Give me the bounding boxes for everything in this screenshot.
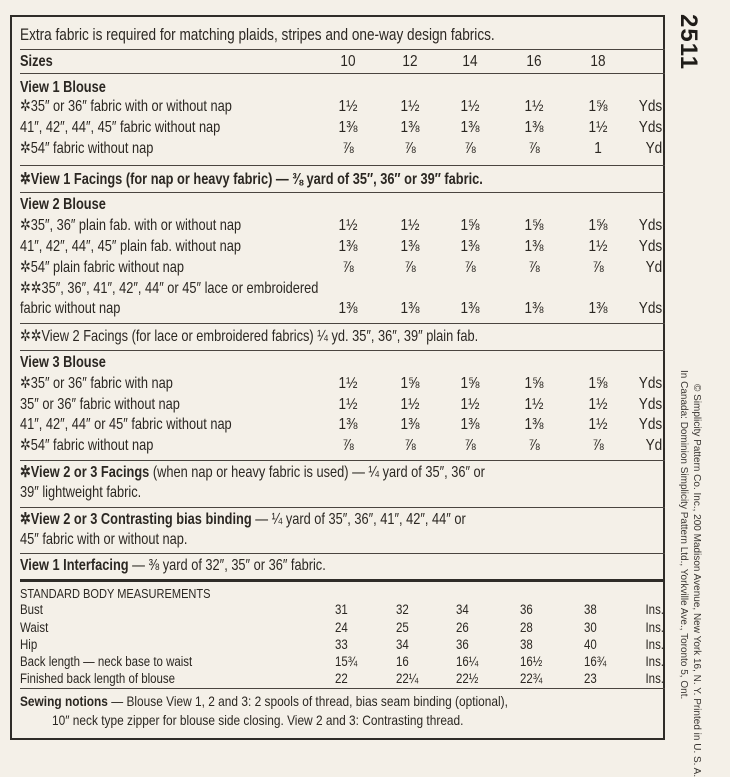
yardage-value: 1⅝ — [460, 217, 480, 234]
yardage-value: 1⅜ — [338, 119, 358, 136]
yardage-value: 1½ — [460, 98, 480, 115]
measurement-value: 26 — [456, 620, 469, 635]
measurement-value: 36 — [456, 637, 469, 652]
unit-label: Yds. — [638, 396, 666, 413]
notions-text: — Blouse View 1, 2 and 3: 2 spools of thread, bias seam binding (optional), — [107, 693, 508, 709]
size-header: 12 — [402, 53, 418, 70]
copyright-line: © Simplicity Pattern Co. Inc., 200 Madison Avenue, New York 16, N. Y. Printed in U. S. A. — [691, 384, 702, 777]
view1-facings-text: ✲View 1 Facings (for nap or heavy fabric) — ⅜ yard of 35″, 36″ or 39″ fabric. — [20, 171, 483, 188]
yardage-value: ⅞ — [528, 259, 540, 276]
yardage-value: 1⅜ — [524, 119, 544, 136]
view23-facings-title: ✲View 2 or 3 Facings — [20, 464, 150, 481]
measurement-value: 22¾ — [520, 671, 543, 686]
view1-facings — [20, 170, 483, 189]
size-header: 18 — [590, 53, 606, 70]
divider — [20, 49, 665, 50]
divider — [20, 165, 665, 166]
yardage-value: ⅞ — [592, 437, 604, 454]
view2-facings — [20, 327, 478, 346]
yardage-value: 1⅜ — [524, 300, 544, 317]
measurement-value: 22¼ — [396, 671, 419, 686]
yardage-value: 1½ — [588, 396, 608, 413]
measurement-value: 22½ — [456, 671, 479, 686]
view2-blouse-title: View 2 Blouse — [20, 196, 106, 213]
notions-line1 — [20, 693, 508, 709]
yardage-value: ⅞ — [404, 140, 416, 157]
measurement-value: 16¾ — [584, 654, 607, 669]
yardage-value: 1½ — [524, 396, 544, 413]
view23-bias-title: ✲View 2 or 3 Contrasting bias binding — [20, 511, 252, 528]
measurements-title: STANDARD BODY MEASUREMENTS — [20, 586, 211, 601]
yardage-value: 1⅜ — [524, 238, 544, 255]
view1-blouse-title: View 1 Blouse — [20, 79, 106, 96]
size-header: 10 — [340, 53, 356, 70]
canada-line: In Canada: Dominion Simplicity Pattern Ltd., Yorkville Ave., Toronto 5, Ont. — [678, 370, 689, 700]
notions-line2: 10″ neck type zipper for blouse side closing. View 2 and 3: Contrasting thread. — [52, 712, 464, 728]
yardage-value: 1½ — [588, 416, 608, 433]
row-label: ✲35″, 36″ plain fab. with or without nap — [20, 217, 242, 234]
yardage-value: 1⅜ — [400, 238, 420, 255]
row-label: 41″, 42″, 44″ or 45″ fabric without nap — [20, 416, 232, 433]
measurement-value: 16½ — [520, 654, 543, 669]
yardage-value: 1 — [594, 140, 602, 157]
yardage-value: 1½ — [338, 396, 358, 413]
unit-label: Ins. — [645, 654, 664, 669]
measurement-value: 31 — [335, 602, 348, 617]
view1-interfacing-text: — ⅜ yard of 32″, 35″ or 36″ fabric. — [128, 557, 326, 574]
header-note: Extra fabric is required for matching plaids, stripes and one-way design fabrics. — [20, 25, 495, 44]
yardage-value: 1⅜ — [460, 416, 480, 433]
measurement-value: 22 — [335, 671, 348, 686]
unit-label: Yds. — [638, 238, 666, 255]
unit-label: Yd. — [645, 259, 666, 276]
measurement-value: 30 — [584, 620, 597, 635]
size-header: 14 — [462, 53, 478, 70]
divider — [20, 73, 665, 74]
yardage-value: 1½ — [400, 98, 420, 115]
view2-facings-text: ✲✲View 2 Facings (for lace or embroidered fabrics) ¼ yd. 35″, 36″, 39″ plain fab. — [20, 328, 479, 345]
yardage-value: 1½ — [524, 98, 544, 115]
measurement-value: 38 — [584, 602, 597, 617]
unit-label: Yds. — [638, 416, 666, 433]
divider — [20, 507, 665, 508]
divider — [20, 192, 665, 193]
measurement-value: 24 — [335, 620, 348, 635]
measurement-label: Hip — [20, 637, 38, 652]
unit-label: Yds. — [638, 98, 666, 115]
yardage-value: ⅞ — [342, 140, 354, 157]
yardage-value: 1⅜ — [524, 416, 544, 433]
unit-label: Ins. — [645, 637, 664, 652]
size-header: 16 — [526, 53, 542, 70]
yardage-value: 1½ — [400, 217, 420, 234]
yardage-value: 1⅜ — [400, 119, 420, 136]
yardage-value: 1⅜ — [338, 300, 358, 317]
measurement-value: 34 — [396, 637, 409, 652]
yardage-value: 1⅜ — [460, 238, 480, 255]
divider — [20, 460, 665, 461]
row-label: 41″, 42″, 44″, 45″ fabric without nap — [20, 119, 221, 136]
view23-bias-line2: 45″ fabric with or without nap. — [20, 531, 188, 548]
view3-blouse-title: View 3 Blouse — [20, 354, 106, 371]
yardage-value: 1½ — [460, 396, 480, 413]
yardage-value: 1⅝ — [588, 98, 608, 115]
yardage-value: 1⅝ — [588, 375, 608, 392]
row-label: ✲54″ plain fabric without nap — [20, 259, 184, 276]
unit-label: Yds. — [638, 217, 666, 234]
unit-label: Yds. — [638, 375, 666, 392]
unit-label: Yd. — [645, 437, 666, 454]
yardage-value: ⅞ — [592, 259, 604, 276]
unit-label: Ins. — [645, 671, 664, 686]
measurement-label: Back length — neck base to waist — [20, 654, 193, 669]
yardage-value: ⅞ — [464, 259, 476, 276]
yardage-value: ⅞ — [404, 437, 416, 454]
yardage-value: 1½ — [338, 375, 358, 392]
measurement-value: 32 — [396, 602, 409, 617]
yardage-value: 1½ — [588, 119, 608, 136]
yardage-value: 1⅝ — [400, 375, 420, 392]
yardage-value: 1⅝ — [460, 375, 480, 392]
measurement-value: 25 — [396, 620, 409, 635]
notions-title: Sewing notions — [20, 693, 108, 709]
yardage-value: ⅞ — [464, 140, 476, 157]
yardage-value: 1⅜ — [400, 300, 420, 317]
yardage-value: ⅞ — [528, 140, 540, 157]
yardage-value: 1⅝ — [588, 217, 608, 234]
yardage-value: 1⅝ — [524, 375, 544, 392]
measurement-label: Bust — [20, 602, 43, 617]
divider — [20, 553, 665, 554]
measurement-value: 23 — [584, 671, 597, 686]
row-label: ✲54″ fabric without nap — [20, 437, 154, 454]
view1-interfacing-title: View 1 Interfacing — [20, 557, 129, 574]
measurement-value: 36 — [520, 602, 533, 617]
measurement-label: Waist — [20, 620, 49, 635]
yardage-value: ⅞ — [464, 437, 476, 454]
divider-thick — [20, 579, 665, 582]
unit-label: Yd. — [645, 140, 666, 157]
measurement-value: 15¾ — [335, 654, 358, 669]
row-label: ✲35″ or 36″ fabric with or without nap — [20, 98, 232, 115]
measurement-value: 40 — [584, 637, 597, 652]
row-label: fabric without nap — [20, 300, 121, 317]
yardage-value: 1⅜ — [338, 416, 358, 433]
view23-bias-line1 — [20, 510, 466, 529]
row-label: ✲54″ fabric without nap — [20, 140, 154, 157]
yardage-value: 1½ — [338, 217, 358, 234]
divider — [20, 350, 665, 351]
yardage-value: 1⅜ — [400, 416, 420, 433]
yardage-value: ⅞ — [404, 259, 416, 276]
measurement-value: 38 — [520, 637, 533, 652]
yardage-value: 1½ — [588, 238, 608, 255]
sizes-label: Sizes — [20, 53, 53, 70]
yardage-value: ⅞ — [528, 437, 540, 454]
yardage-value: 1½ — [400, 396, 420, 413]
measurement-value: 33 — [335, 637, 348, 652]
yardage-value: 1⅝ — [524, 217, 544, 234]
pattern-number: 2511 — [675, 14, 702, 71]
unit-label: Yds. — [638, 119, 666, 136]
unit-label: Ins. — [645, 620, 664, 635]
divider — [20, 688, 665, 689]
yardage-value: 1⅜ — [588, 300, 608, 317]
yardage-value: 1⅜ — [460, 300, 480, 317]
view23-facings-line2: 39″ lightweight fabric. — [20, 484, 142, 501]
measurement-value: 16 — [396, 654, 409, 669]
view23-facings-text: (when nap or heavy fabric is used) — ¼ yard of 35″, 36″ or — [149, 464, 485, 481]
measurement-label: Finished back length of blouse — [20, 671, 176, 686]
yardage-value: 1⅜ — [338, 238, 358, 255]
view23-bias-text: — ¼ yard of 35″, 36″, 41″, 42″, 44″ or — [251, 511, 466, 528]
view23-facings-line1 — [20, 463, 485, 482]
row-label: ✲✲35″, 36″, 41″, 42″, 44″ or 45″ lace or embroidered — [20, 280, 319, 297]
yardage-value: ⅞ — [342, 259, 354, 276]
unit-label: Ins. — [645, 602, 664, 617]
yardage-value: 1⅜ — [460, 119, 480, 136]
measurement-value: 34 — [456, 602, 469, 617]
yardage-value: 1½ — [338, 98, 358, 115]
measurement-value: 16¼ — [456, 654, 479, 669]
row-label: 41″, 42″, 44″, 45″ plain fab. without nap — [20, 238, 241, 255]
divider — [20, 323, 665, 324]
yardage-value: ⅞ — [342, 437, 354, 454]
view1-interfacing — [20, 556, 326, 575]
row-label: 35″ or 36″ fabric without nap — [20, 396, 180, 413]
measurement-value: 28 — [520, 620, 533, 635]
row-label: ✲35″ or 36″ fabric with nap — [20, 375, 173, 392]
unit-label: Yds. — [638, 300, 666, 317]
